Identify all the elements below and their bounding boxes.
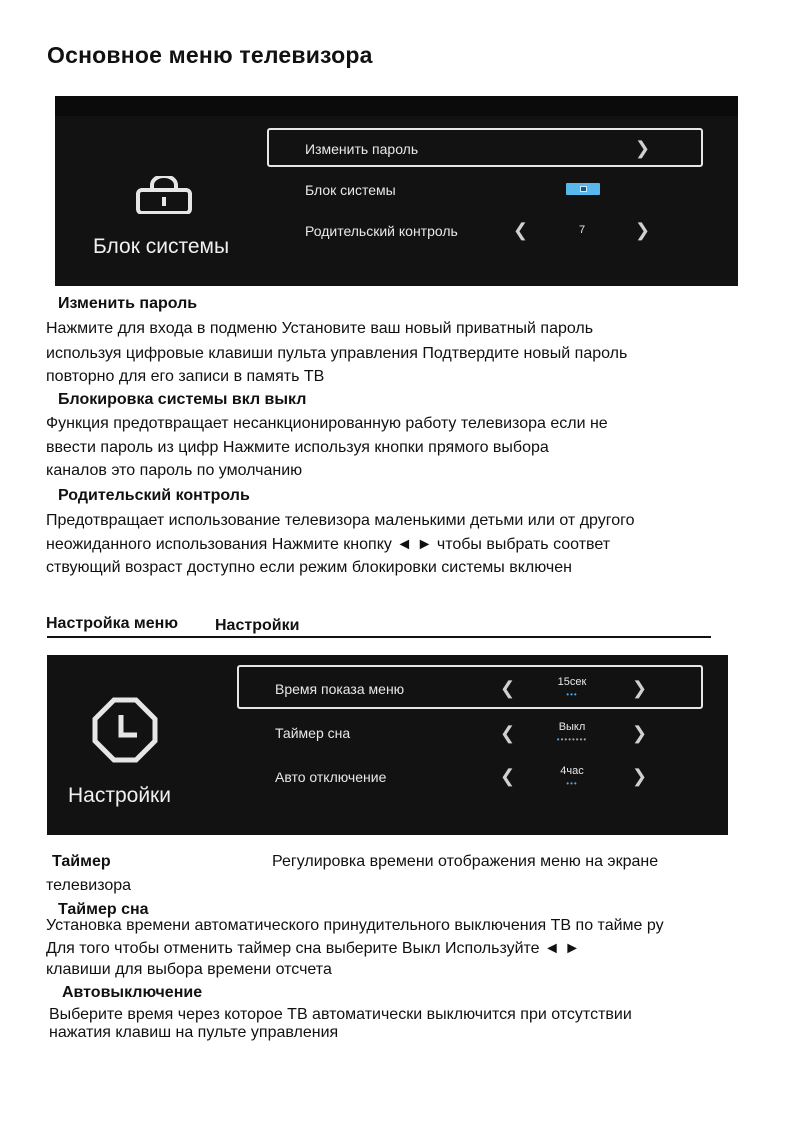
settings-panel bbox=[47, 655, 728, 835]
heading-menu-setup: Настройка меню bbox=[46, 615, 178, 632]
chevron-right-icon[interactable]: ❯ bbox=[635, 220, 651, 240]
panel-top-bar bbox=[55, 96, 738, 116]
body-text: клавиши для выбора времени отсчета bbox=[46, 961, 332, 978]
body-text: Предотвращает использование телевизора маленькими детьми или от другого bbox=[46, 512, 635, 529]
menu-item-label: Родительский контроль bbox=[305, 223, 458, 239]
chevron-right-icon[interactable]: ❯ bbox=[635, 138, 651, 158]
body-text: каналов это пароль по умолчанию bbox=[46, 462, 303, 479]
value-dots: ••• bbox=[566, 779, 578, 788]
chevron-left-icon[interactable]: ❮ bbox=[500, 723, 516, 743]
system-lock-panel bbox=[55, 96, 738, 286]
chevron-left-icon[interactable]: ❮ bbox=[500, 766, 516, 786]
body-text: Нажмите для входа в подменю Установите ваш новый приватный пароль bbox=[46, 320, 594, 337]
body-text: Регулировка времени отображения меню на экране bbox=[272, 853, 659, 870]
subheading-system-lock: Блокировка системы вкл выкл bbox=[58, 391, 307, 408]
body-text: Для того чтобы отменить таймер сна выберите Выкл Используйте ◄ ► bbox=[46, 940, 581, 957]
menu-item-label: Время показа меню bbox=[275, 681, 405, 697]
body-text: используя цифровые клавиши пульта управления Подтвердите новый пароль bbox=[46, 345, 628, 362]
body-text: повторно для его записи в память ТВ bbox=[46, 368, 325, 385]
subheading-timer: Таймер bbox=[52, 853, 111, 870]
heading-underline bbox=[47, 636, 711, 638]
chevron-right-icon[interactable]: ❯ bbox=[632, 678, 648, 698]
parental-control-value: 7 bbox=[578, 224, 586, 236]
body-text: Функция предотвращает несанкционированную работу телевизора если не bbox=[46, 415, 608, 432]
system-lock-toggle[interactable] bbox=[566, 183, 600, 195]
value-dots: •••••••• bbox=[556, 735, 588, 744]
chevron-left-icon[interactable]: ❮ bbox=[513, 220, 529, 240]
value-dots: ••• bbox=[566, 690, 578, 699]
toggle-knob bbox=[580, 186, 587, 192]
chevron-left-icon[interactable]: ❮ bbox=[500, 678, 516, 698]
menu-item-label: Авто отключение bbox=[275, 769, 387, 785]
panel-label: Блок системы bbox=[93, 235, 230, 258]
chevron-right-icon[interactable]: ❯ bbox=[632, 766, 648, 786]
body-text: неожиданного использования Нажмите кнопку ◄ ► чтобы выбрать соответ bbox=[46, 536, 611, 553]
sleep-timer-value: Выкл bbox=[558, 721, 586, 733]
body-text: Установка времени автоматического принудительного выключения ТВ по тайме ру bbox=[46, 917, 664, 934]
page-title: Основное меню телевизора bbox=[47, 42, 373, 68]
heading-settings: Настройки bbox=[215, 617, 300, 634]
body-text: ввести пароль из цифр Нажмите используя кнопки прямого выбора bbox=[46, 439, 549, 456]
body-text: телевизора bbox=[46, 877, 132, 894]
panel-label: Настройки bbox=[68, 784, 171, 807]
auto-off-value: 4час bbox=[560, 765, 584, 777]
menu-timeout-value: 15сек bbox=[557, 676, 587, 688]
subheading-auto-off: Автовыключение bbox=[62, 984, 203, 1001]
menu-item-label: Изменить пароль bbox=[305, 141, 419, 157]
body-text: нажатия клавиш на пульте управления bbox=[49, 1024, 339, 1041]
subheading-sleep-timer: Таймер сна bbox=[58, 901, 149, 918]
menu-item-label: Таймер сна bbox=[275, 725, 351, 741]
subheading-change-password: Изменить пароль bbox=[58, 295, 198, 312]
body-text: ствующий возраст доступно если режим блокировки системы включен bbox=[46, 559, 572, 576]
body-text: Выберите время через которое ТВ автоматически выключится при отсутствии bbox=[49, 1006, 632, 1023]
clock-icon bbox=[92, 697, 158, 763]
menu-item-label: Блок системы bbox=[305, 182, 396, 198]
subheading-parental-control: Родительский контроль bbox=[58, 487, 250, 504]
lock-icon bbox=[135, 176, 193, 214]
chevron-right-icon[interactable]: ❯ bbox=[632, 723, 648, 743]
